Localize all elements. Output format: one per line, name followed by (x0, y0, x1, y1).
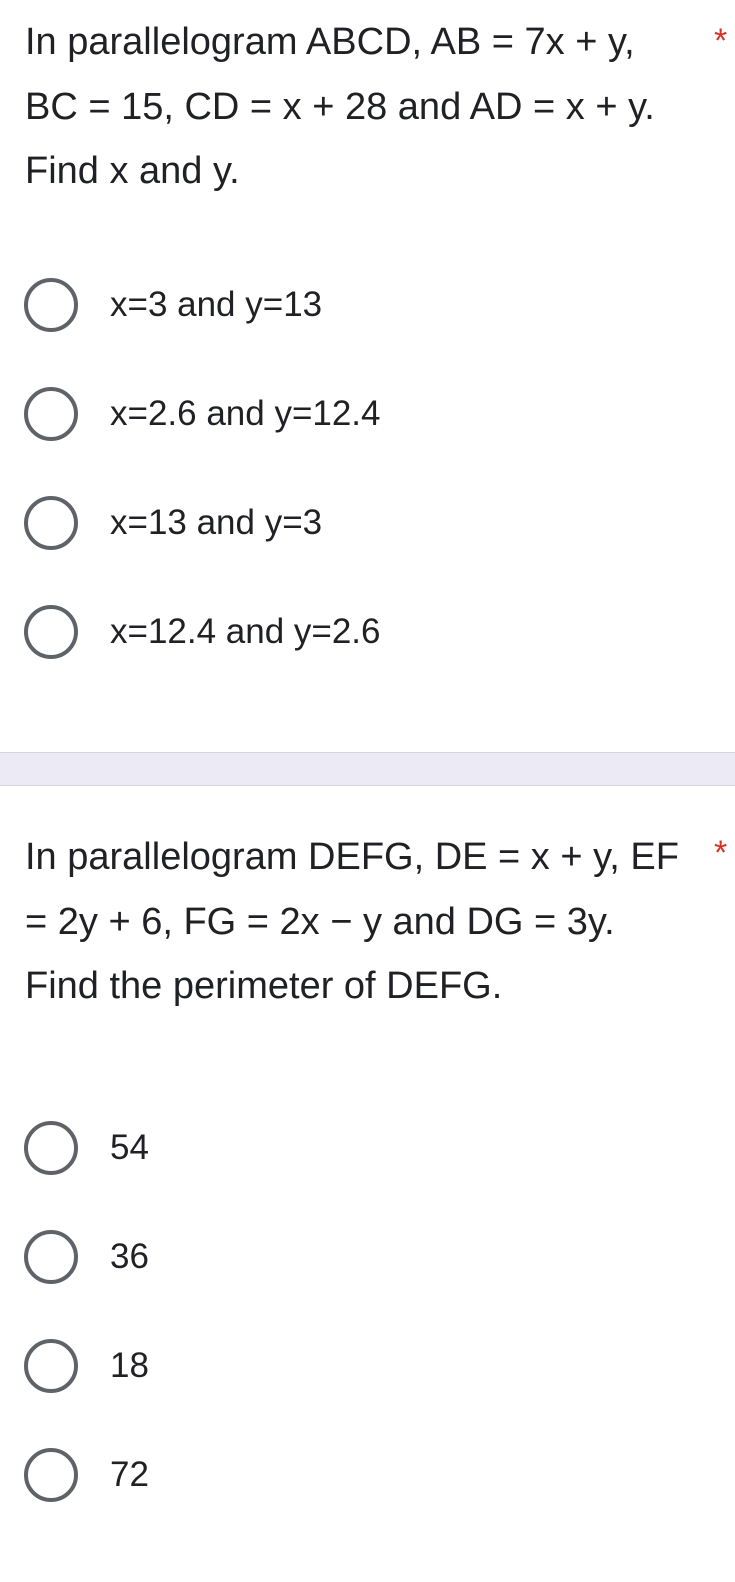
option-label: 36 (110, 1237, 149, 1276)
radio-button-icon[interactable] (24, 1448, 78, 1502)
required-asterisk: * (714, 22, 728, 60)
option-label: x=13 and y=3 (110, 503, 323, 542)
question-title: In parallelogram DEFG, DE = x + y, EF = 2y + 6, FG = 2x − y and DG = 3y. Find the perimeter of DEFG. (25, 836, 679, 1007)
option-label: x=2.6 and y=12.4 (110, 394, 381, 433)
radio-button-icon[interactable] (24, 1339, 78, 1393)
radio-option[interactable] (24, 493, 714, 553)
radio-button-icon[interactable] (24, 605, 78, 659)
radio-button-icon[interactable] (24, 387, 78, 441)
radio-option[interactable] (24, 1445, 714, 1505)
question-title: In parallelogram ABCD, AB = 7x + y, BC = 15, CD = x + 28 and AD = x + y. Find x and y. (25, 21, 655, 192)
option-label: x=12.4 and y=2.6 (110, 612, 381, 651)
option-label: x=3 and y=13 (110, 285, 323, 324)
radio-button-icon[interactable] (24, 1230, 78, 1284)
radio-button-icon[interactable] (24, 496, 78, 550)
radio-option[interactable] (24, 602, 714, 662)
radio-option[interactable] (24, 1336, 714, 1396)
required-asterisk: * (714, 834, 728, 872)
option-label: 72 (110, 1455, 149, 1494)
option-label: 54 (110, 1128, 149, 1167)
section-divider (0, 752, 735, 786)
radio-option[interactable] (24, 1118, 714, 1178)
radio-button-icon[interactable] (24, 1121, 78, 1175)
radio-option[interactable] (24, 1227, 714, 1287)
radio-option[interactable] (24, 275, 714, 335)
option-label: 18 (110, 1346, 149, 1385)
radio-button-icon[interactable] (24, 278, 78, 332)
radio-option[interactable] (24, 384, 714, 444)
